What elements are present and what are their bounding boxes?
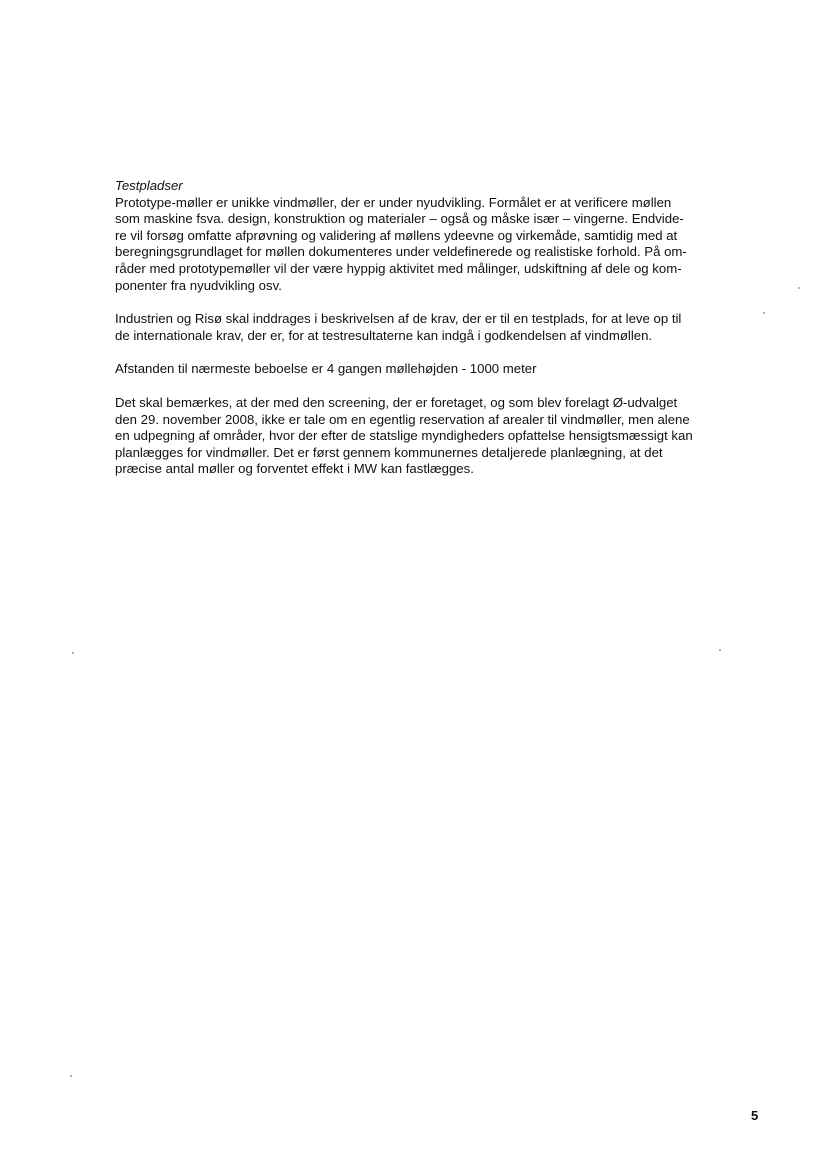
paragraph-line: den 29. november 2008, ikke er tale om en egentlig reservation af arealer til vindmøller, men alene [115,411,690,427]
paragraph-line: Det skal bemærkes, at der med den screening, der er foretaget, og som blev forelagt Ø-udvalget [115,394,678,410]
paragraph-distance [115,361,770,378]
scan-speck [763,312,765,314]
paragraph-line: råder med prototypemøller vil der være hyppig aktivitet med målinger, udskiftning af dele og kom- [115,260,682,276]
paragraph-prototype-turbines [115,195,770,295]
paragraph-line: re vil forsøg omfatte afprøvning og validering af møllens ydeevne og virkemåde, samtidig med at [115,227,678,243]
paragraph-line: Industrien og Risø skal inddrages i beskrivelsen af de krav, der er til en testplads, for at leve op til [115,311,682,327]
paragraph-line: en udpegning af områder, hvor der efter de statslige myndigheders opfattelse hensigtsmæssigt kan [115,428,693,444]
paragraph-line: præcise antal møller og forventet effekt i MW kan fastlægges. [115,461,474,477]
scan-speck [70,1075,72,1077]
scan-speck [719,649,721,651]
paragraph-line: som maskine fsva. design, konstruktion og materialer – også og måske især – vingerne. Endvide- [115,211,684,227]
paragraph-industry-riso [115,311,770,344]
page-number: 5 [751,1108,759,1123]
paragraph-line: beregningsgrundlaget for møllen dokumenteres under veldefinerede og realistiske forhold. På om- [115,244,687,260]
document-body [115,178,770,495]
paragraph-screening-note [115,395,770,478]
paragraph-line: de internationale krav, der er, for at testresultaterne kan indgå i godkendelsen af vindmøllen. [115,327,653,343]
paragraph-line: Prototype-møller er unikke vindmøller, der er under nyudvikling. Formålet er at verificere møllen [115,194,672,210]
paragraph-line: Afstanden til nærmeste beboelse er 4 gangen møllehøjden - 1000 meter [115,361,537,377]
paragraph-line: ponenter fra nyudvikling osv. [115,277,282,293]
section-title: Testpladser [115,178,183,193]
scan-speck [798,287,800,289]
scan-speck [72,652,74,654]
paragraph-line: planlægges for vindmøller. Det er først gennem kommunernes detaljerede planlægning, at det [115,444,663,460]
